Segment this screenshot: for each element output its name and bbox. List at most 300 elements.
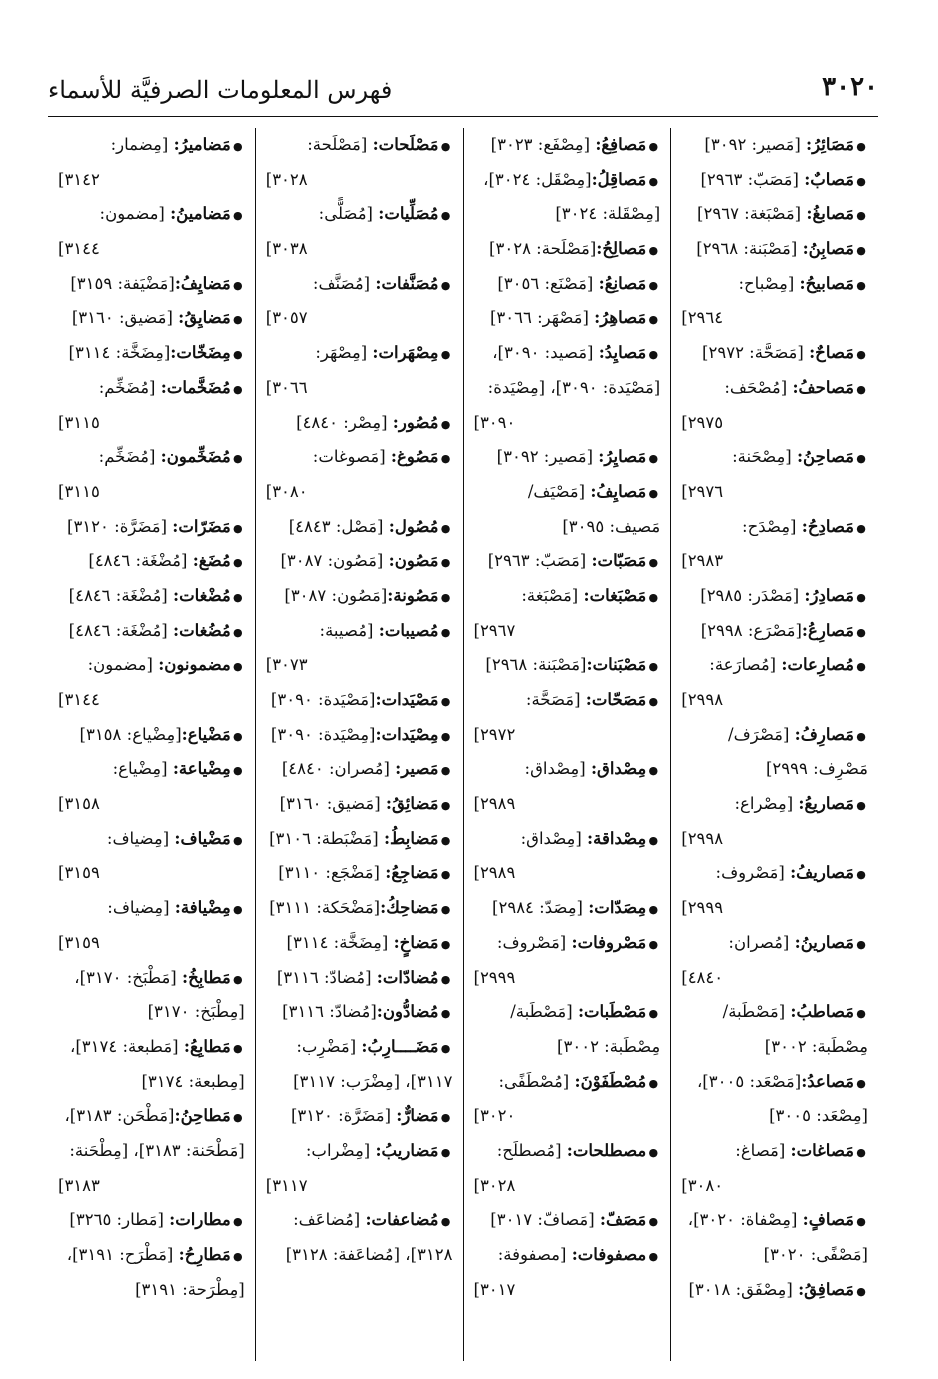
entry-headword: مِضْياعة: xyxy=(172,759,231,779)
bullet-icon: ● xyxy=(648,695,659,708)
entry-headword: مُضَخَّمات: xyxy=(160,377,231,397)
index-entry-continuation xyxy=(474,1030,661,1065)
entry-reference: [مَصْدَر: ٢٩٨٥] xyxy=(700,585,805,605)
bullet-icon: ● xyxy=(648,348,659,362)
entry-reference: [مَصْفًى: ٣٠٢٠] xyxy=(763,1245,868,1264)
entry-headword: مُصَلِّيات: xyxy=(378,204,439,224)
bullet-icon: ● xyxy=(856,174,866,188)
entry-reference: [مَصَبّ: ٢٩٦٣] xyxy=(700,169,805,189)
bullet-icon: ● xyxy=(856,729,866,743)
bullet-icon: ● xyxy=(440,1145,451,1159)
entry-reference: [مُصْحَف: xyxy=(724,377,793,397)
index-entry-continuation xyxy=(681,301,868,336)
index-entry xyxy=(474,267,661,302)
bullet-icon: ● xyxy=(856,1284,866,1298)
entry-headword: مَصْيَدات: xyxy=(375,690,439,709)
index-entry xyxy=(681,1134,868,1169)
bullet-icon: ● xyxy=(856,625,866,639)
index-entry-continuation xyxy=(681,752,868,787)
running-title: فهرس المعلومات الصرفيَّة للأسماء xyxy=(48,76,393,104)
entry-headword: مَطابِخُ: xyxy=(182,967,231,987)
entry-headword: مَصايِرُ: xyxy=(598,447,647,467)
entry-reference: ٤٨٤٠] xyxy=(681,967,724,987)
index-entry-continuation xyxy=(681,961,868,996)
index-entry xyxy=(58,510,245,545)
entry-headword: مَضاريبُ: xyxy=(375,1140,439,1160)
entry-reference: [مُصطلَح: xyxy=(496,1140,567,1160)
bullet-icon: ● xyxy=(648,1076,659,1090)
entry-reference: ٣١٥٨] xyxy=(58,794,100,814)
bullet-icon: ● xyxy=(232,903,243,917)
index-entry-continuation xyxy=(681,1169,868,1204)
index-entry-continuation xyxy=(681,544,868,579)
entry-headword: مَصاريعُ: xyxy=(798,794,854,814)
index-entry-continuation xyxy=(266,301,453,336)
entry-reference: [مُضْغَة: ٤٨٤٦] xyxy=(68,620,173,640)
entry-headword: مَصابغُ: xyxy=(806,204,854,224)
entry-reference: [مَضْرِب: xyxy=(296,1036,362,1056)
entry-reference: [مَصْبَغة: xyxy=(521,585,584,605)
entry-headword: مَصابيحُ: xyxy=(799,273,854,293)
entry-headword: مصفوفات: xyxy=(571,1245,647,1264)
entry-reference: [مَصَحَّة: ٢٩٧٢] xyxy=(702,343,810,363)
bullet-icon: ● xyxy=(648,244,659,258)
bullet-icon: ● xyxy=(440,417,451,431)
index-entry xyxy=(58,1238,245,1273)
index-entry xyxy=(266,510,453,545)
bullet-icon: ● xyxy=(856,868,866,882)
entry-headword: مُضَغ: xyxy=(192,551,231,571)
entry-reference: [مُصَلًّى: xyxy=(318,204,379,224)
bullet-icon: ● xyxy=(856,1007,866,1021)
entry-reference: ٢٩٨٩] xyxy=(473,863,516,883)
index-entry xyxy=(474,1203,661,1238)
index-entry-continuation xyxy=(58,995,245,1030)
entry-reference: ٢٩٨٣] xyxy=(681,551,724,571)
entry-reference: [مِصْباح: xyxy=(738,273,800,293)
entry-headword: مُصيبات: xyxy=(378,620,439,640)
index-entry xyxy=(681,718,868,753)
entry-reference: [مِضياف: xyxy=(106,828,175,848)
entry-headword: مَضايِفُ: xyxy=(174,273,231,293)
bullet-icon: ● xyxy=(232,660,243,674)
entry-reference: [مُضْغَة: ٤٨٤٦] xyxy=(68,585,173,605)
index-columns xyxy=(48,128,878,1361)
entry-reference: [مَصْلَحة: xyxy=(307,135,373,154)
index-entry xyxy=(681,267,868,302)
entry-reference: [مَضيق: ٣١٦٠] xyxy=(279,794,386,814)
bullet-icon: ● xyxy=(856,1076,866,1090)
bullet-icon: ● xyxy=(648,833,659,847)
index-entry xyxy=(474,683,661,718)
entry-reference: ٣١٤٤] xyxy=(58,239,100,259)
entry-reference: [مَصْبَنة: ٢٩٦٨] xyxy=(696,239,803,259)
index-entry xyxy=(266,926,453,961)
index-entry xyxy=(58,267,245,302)
entry-headword: مُضَخِّمون: xyxy=(160,447,231,467)
entry-reference: [مَصير: ٣٠٩٢] xyxy=(704,135,807,154)
bullet-icon: ● xyxy=(232,1041,243,1055)
entry-headword: مَصافِعُ: xyxy=(595,135,647,154)
entry-reference: [مَصْلَحة: ٣٠٢٨] xyxy=(489,239,597,259)
entry-reference: ٢٩٩٩] xyxy=(681,898,724,918)
bullet-icon: ● xyxy=(440,903,451,917)
bullet-icon: ● xyxy=(440,764,451,778)
index-entry xyxy=(681,1065,868,1100)
entry-reference: ٣١٨٣] xyxy=(58,1175,100,1195)
entry-reference: [مَضْيَفة: ٣١٥٩] xyxy=(70,273,175,293)
entry-headword: مَضْياف: xyxy=(174,828,231,848)
index-column-1 xyxy=(671,128,878,1361)
bullet-icon: ● xyxy=(648,278,659,292)
entry-headword: مِصْيَدات: xyxy=(375,724,439,744)
index-entry xyxy=(58,301,245,336)
entry-headword: مَضاخٍ: xyxy=(393,932,439,952)
entry-headword: مَطابِعُ: xyxy=(183,1036,231,1056)
entry-headword: مَطاحِنُ: xyxy=(174,1106,231,1126)
entry-reference: [مَطْحَن: ٣١٨٣]، xyxy=(64,1106,175,1126)
index-entry xyxy=(474,128,661,163)
bullet-icon: ● xyxy=(648,660,659,674)
entry-reference: [مِصْحَنة: xyxy=(732,447,797,467)
index-entry xyxy=(266,128,453,163)
entry-reference: [مَصْبَنة: ٢٩٦٨] xyxy=(485,655,587,675)
entry-headword: مَضائِقُ: xyxy=(385,794,439,814)
index-entry xyxy=(58,336,245,371)
entry-headword: مَصَائِرُ: xyxy=(806,135,854,154)
entry-reference: [مِصْفَق: ٣٠١٨] xyxy=(688,1279,799,1299)
index-column-2 xyxy=(464,128,672,1361)
entry-reference: ٢٩٧٥] xyxy=(681,412,724,432)
entry-headword: مَصالِحُ: xyxy=(596,239,647,259)
entry-reference: [مَصُون: ٣٠٨٧] xyxy=(280,551,389,571)
bullet-icon: ● xyxy=(440,625,451,639)
index-entry xyxy=(266,614,453,649)
entry-reference: [مُضَخِّم: xyxy=(98,377,161,397)
page-header xyxy=(48,72,878,112)
entry-reference: [مَضْجَع: ٣١١٠] xyxy=(278,863,386,883)
entry-headword: مِضَخّات: xyxy=(170,343,231,363)
index-entry xyxy=(266,197,453,232)
index-entry-continuation xyxy=(266,371,453,406)
entry-reference: [مِضمار: xyxy=(110,135,174,154)
entry-reference: [مِصْقَلة: ٣٠٢٤] xyxy=(555,204,661,224)
entry-reference: ٣٠٧٣] xyxy=(265,655,308,675)
index-entry xyxy=(266,440,453,475)
index-entry xyxy=(266,891,453,926)
entry-headword: مَصُونة: xyxy=(387,585,439,605)
entry-headword: مُضاعفات: xyxy=(365,1210,439,1230)
entry-headword: مَصْروفات: xyxy=(571,932,647,952)
entry-headword: مَصارِفُ: xyxy=(794,724,854,744)
entry-headword: مَصاطبُ: xyxy=(790,1002,854,1022)
index-entry-continuation xyxy=(681,1238,868,1273)
entry-reference: [مِصْعَد: ٣٠٠٥] xyxy=(769,1106,868,1126)
entry-reference: [مِضَخَّة: ٣١١٤] xyxy=(68,343,171,363)
entry-headword: مَصْبَغات: xyxy=(583,585,647,605)
entry-reference: ٢٩٩٨] xyxy=(681,690,724,709)
bullet-icon: ● xyxy=(856,348,866,362)
bullet-icon: ● xyxy=(648,937,659,951)
entry-headword: مَصَفّ: xyxy=(599,1210,647,1230)
entry-reference: مَصْرِف: ٢٩٩٩] xyxy=(765,759,868,779)
entry-reference: ٣٠٨٠] xyxy=(265,481,308,501)
bullet-icon: ● xyxy=(856,1145,866,1159)
entry-reference: [مَصْرَع: ٢٩٩٨] xyxy=(700,620,802,640)
entry-headword: مَصارِعُ: xyxy=(801,620,854,640)
entry-reference: [مِضَخَّة: ٣١١٤] xyxy=(286,932,394,952)
entry-reference: ٣١٥٩] xyxy=(58,863,100,883)
index-entry xyxy=(681,926,868,961)
index-entry xyxy=(681,232,868,267)
index-entry xyxy=(266,856,453,891)
entry-headword: مَضاميرُ: xyxy=(173,135,231,154)
entry-reference: ٣٠٢٨] xyxy=(473,1175,516,1195)
index-entry xyxy=(58,1099,245,1134)
entry-reference: ٣١١٥] xyxy=(58,481,100,501)
index-entry xyxy=(266,752,453,787)
index-entry-continuation xyxy=(266,648,453,683)
index-entry xyxy=(474,891,661,926)
index-entry xyxy=(474,336,661,371)
index-entry xyxy=(266,961,453,996)
entry-reference: [مصفوفة: xyxy=(497,1245,572,1264)
bullet-icon: ● xyxy=(648,452,659,466)
index-entry-continuation xyxy=(266,163,453,198)
index-entry xyxy=(266,1099,453,1134)
entry-headword: مِصَدّات: xyxy=(588,898,647,918)
bullet-icon: ● xyxy=(856,660,866,674)
entry-headword: مَصاحفُ: xyxy=(792,377,854,397)
entry-headword: مَصاهِرُ: xyxy=(594,308,647,328)
entry-reference: [مُصيبة: xyxy=(319,620,379,640)
index-entry xyxy=(58,718,245,753)
index-entry-continuation xyxy=(474,1099,661,1134)
entry-reference: [مَصْبَغة: ٢٩٦٧] xyxy=(697,204,807,224)
index-entry xyxy=(58,128,245,163)
bullet-icon: ● xyxy=(856,140,866,153)
entry-reference: ٣١١٥] xyxy=(58,412,100,432)
bullet-icon: ● xyxy=(232,590,243,604)
entry-headword: مَضارٌّ: xyxy=(396,1106,439,1126)
bullet-icon: ● xyxy=(440,972,451,986)
entry-reference: [مَصْل: ٤٨٤٣] xyxy=(288,516,389,536)
bullet-icon: ● xyxy=(440,1111,451,1125)
index-entry xyxy=(681,128,868,163)
bullet-icon: ● xyxy=(440,590,451,604)
entry-headword: مُصارِعات: xyxy=(781,655,854,675)
index-entry-continuation xyxy=(58,787,245,822)
index-entry-continuation xyxy=(58,1065,245,1100)
index-entry xyxy=(266,406,453,441)
entry-headword: مَصاقِلُ: xyxy=(591,169,647,189)
entry-reference: [مَضَرَّة: ٣١٢٠] xyxy=(67,516,173,536)
bullet-icon: ● xyxy=(856,452,866,466)
bullet-icon: ● xyxy=(232,729,243,743)
entry-headword: مَصْطَبات: xyxy=(577,1002,647,1022)
entry-reference: [مِصْيَدة: ٣٠٩٠] xyxy=(270,724,376,744)
entry-reference: [مَصْيَدة: ٣٠٩٠] xyxy=(270,690,376,709)
entry-headword: مَضاجِعُ: xyxy=(385,863,439,883)
index-entry-continuation xyxy=(474,1273,661,1308)
entry-reference: مِصْطَبة: ٣٠٠٢] xyxy=(557,1036,661,1056)
entry-reference: ٣١١٧] xyxy=(265,1175,308,1195)
entry-reference: [مُضادّ: ٣١١٦] xyxy=(276,967,377,987)
index-entry xyxy=(681,995,868,1030)
entry-reference: مَصيف: ٣٠٩٥] xyxy=(562,516,661,536)
index-entry xyxy=(266,822,453,857)
entry-reference: [مِضياف: xyxy=(107,898,175,918)
entry-reference: [مَضَرَّة: ٣١٢٠] xyxy=(290,1106,397,1126)
bullet-icon: ● xyxy=(856,937,866,951)
entry-headword: مَصافِقُ: xyxy=(798,1279,854,1299)
index-entry xyxy=(58,891,245,926)
entry-reference: [مُضْغَة: ٤٨٤٦] xyxy=(88,551,193,571)
entry-headword: مَصُوغ: xyxy=(390,447,439,467)
entry-reference: ٢٩٩٩] xyxy=(473,967,516,987)
index-entry-continuation xyxy=(58,1169,245,1204)
index-entry-continuation xyxy=(58,475,245,510)
bullet-icon: ● xyxy=(440,1215,451,1229)
index-entry xyxy=(681,336,868,371)
entry-reference: [مِضْياع: xyxy=(112,759,173,779)
index-entry-continuation xyxy=(681,475,868,510)
bullet-icon: ● xyxy=(440,868,451,882)
index-entry-continuation xyxy=(58,232,245,267)
index-entry xyxy=(58,544,245,579)
entry-reference: [مِضْياع: ٣١٥٨] xyxy=(79,724,182,744)
bullet-icon: ● xyxy=(232,764,243,778)
bullet-icon: ● xyxy=(648,140,659,153)
index-entry-continuation xyxy=(474,510,661,545)
entry-reference: [مَطْبَخ: ٣١٧٠]، xyxy=(74,967,182,987)
index-entry-continuation xyxy=(474,961,661,996)
bullet-icon: ● xyxy=(440,140,451,153)
index-entry xyxy=(58,961,245,996)
entry-reference: مِصْطَبة: ٣٠٠٢] xyxy=(764,1036,868,1056)
index-entry-continuation xyxy=(474,1169,661,1204)
entry-headword: مَضَرّات: xyxy=(172,516,231,536)
entry-headword: مَصايِدُ: xyxy=(598,343,647,363)
entry-reference: ٣٠٨٠] xyxy=(681,1175,724,1195)
entry-reference: [مِطْرَحة: ٣١٩١] xyxy=(135,1279,245,1299)
bullet-icon: ● xyxy=(648,556,659,570)
entry-reference: ٢٩٧٢] xyxy=(473,724,516,744)
entry-reference: [مِصَدّ: ٢٩٨٤] xyxy=(492,898,589,918)
index-entry xyxy=(266,267,453,302)
bullet-icon: ● xyxy=(856,244,866,258)
bullet-icon: ● xyxy=(648,590,659,604)
entry-headword: مَصاحٌ: xyxy=(809,343,854,363)
index-entry xyxy=(474,822,661,857)
entry-reference: ٣١٥٩] xyxy=(58,932,100,952)
entry-headword: مَضاحِكُ: xyxy=(380,898,439,918)
bullet-icon: ● xyxy=(440,348,451,362)
index-entry xyxy=(58,1203,245,1238)
entry-reference: [مِصْراع: xyxy=(734,794,799,814)
entry-reference: [مِصْفَع: ٣٠٢٣] xyxy=(490,135,596,154)
index-entry xyxy=(681,1203,868,1238)
entry-headword: مَصُون: xyxy=(388,551,439,571)
entry-reference: [مَصْطَبة/ xyxy=(722,1002,791,1022)
index-entry-continuation xyxy=(58,926,245,961)
index-entry-continuation xyxy=(58,406,245,441)
entry-headword: مَصاحِنُ: xyxy=(796,447,854,467)
entry-reference: [مَصْيَف/ xyxy=(527,481,591,501)
entry-headword: مَصارينُ: xyxy=(794,932,854,952)
entry-reference: [مَضْبَطة: ٣١٠٦] xyxy=(269,828,384,848)
entry-headword: مَصايِفُ: xyxy=(590,481,647,501)
bullet-icon: ● xyxy=(440,209,451,223)
bullet-icon: ● xyxy=(856,590,866,604)
entry-reference: [مِصْفاة: ٣٠٢٠]، xyxy=(687,1210,803,1230)
entry-reference: [مَطْرَح: ٣١٩١]، xyxy=(66,1245,179,1264)
index-entry xyxy=(681,856,868,891)
bullet-icon: ● xyxy=(232,1111,243,1125)
index-entry-continuation xyxy=(266,475,453,510)
entry-headword: مُصَنَّفات: xyxy=(375,273,439,293)
index-entry xyxy=(58,1030,245,1065)
entry-reference: [مَصْروف: xyxy=(496,932,572,952)
bullet-icon: ● xyxy=(440,278,451,292)
entry-reference: ٣١٢٨]، [مُضاعَفة: ٣١٢٨] xyxy=(285,1245,453,1264)
entry-headword: مَطارِحُ: xyxy=(178,1245,231,1264)
bullet-icon: ● xyxy=(856,382,866,396)
entry-reference: [مضمون: xyxy=(87,655,159,675)
bullet-icon: ● xyxy=(856,1215,866,1229)
entry-reference: [مِصْقَل: ٣٠٢٤]، xyxy=(483,169,592,189)
entry-reference: [مُصران: xyxy=(728,932,795,952)
entry-headword: مَضْياع: xyxy=(181,724,231,744)
index-entry xyxy=(266,1030,453,1065)
entry-headword: مُضْغات: xyxy=(172,585,231,605)
index-entry xyxy=(681,1273,868,1308)
entry-headword: مِصْهَرات: xyxy=(372,343,439,363)
index-entry-continuation xyxy=(58,1273,245,1308)
bullet-icon: ● xyxy=(648,764,659,778)
entry-reference: ٣٠١٧] xyxy=(473,1279,516,1299)
entry-reference: [مِصْهَر: xyxy=(315,343,373,363)
page-number: ٣٠٢٠ xyxy=(822,72,878,102)
entry-headword: مَصادِحُ: xyxy=(801,516,854,536)
entry-headword: مَضايِقُ: xyxy=(178,308,231,328)
bullet-icon: ● xyxy=(648,1250,659,1263)
index-entry xyxy=(681,371,868,406)
entry-headword: مضمونون: xyxy=(158,655,231,675)
index-entry xyxy=(58,648,245,683)
index-column-3 xyxy=(256,128,464,1361)
entry-reference: [مَصْروف: xyxy=(715,863,791,883)
index-entry xyxy=(681,440,868,475)
bullet-icon: ● xyxy=(232,382,243,396)
index-entry xyxy=(681,197,868,232)
bullet-icon: ● xyxy=(648,313,659,327)
index-entry xyxy=(474,232,661,267)
entry-headword: مُضُغات: xyxy=(172,620,231,640)
entry-headword: مَصابٌ: xyxy=(804,169,854,189)
entry-reference: [مَصيد: ٣٠٩٠]، xyxy=(492,343,599,363)
bullet-icon: ● xyxy=(232,140,243,153)
index-entry-continuation xyxy=(474,371,661,406)
entry-reference: [مُضادّ: ٣١١٦] xyxy=(282,1002,377,1022)
entry-headword: مَصاغات: xyxy=(790,1140,854,1160)
index-entry xyxy=(266,336,453,371)
entry-headword: مصطلحات: xyxy=(566,1140,647,1160)
bullet-icon: ● xyxy=(232,1215,243,1229)
entry-reference: [مِطبعة: ٣١٧٤] xyxy=(141,1071,245,1091)
entry-headword: مَضابِطُ: xyxy=(383,828,439,848)
entry-headword: مِضْيافة: xyxy=(174,898,231,918)
